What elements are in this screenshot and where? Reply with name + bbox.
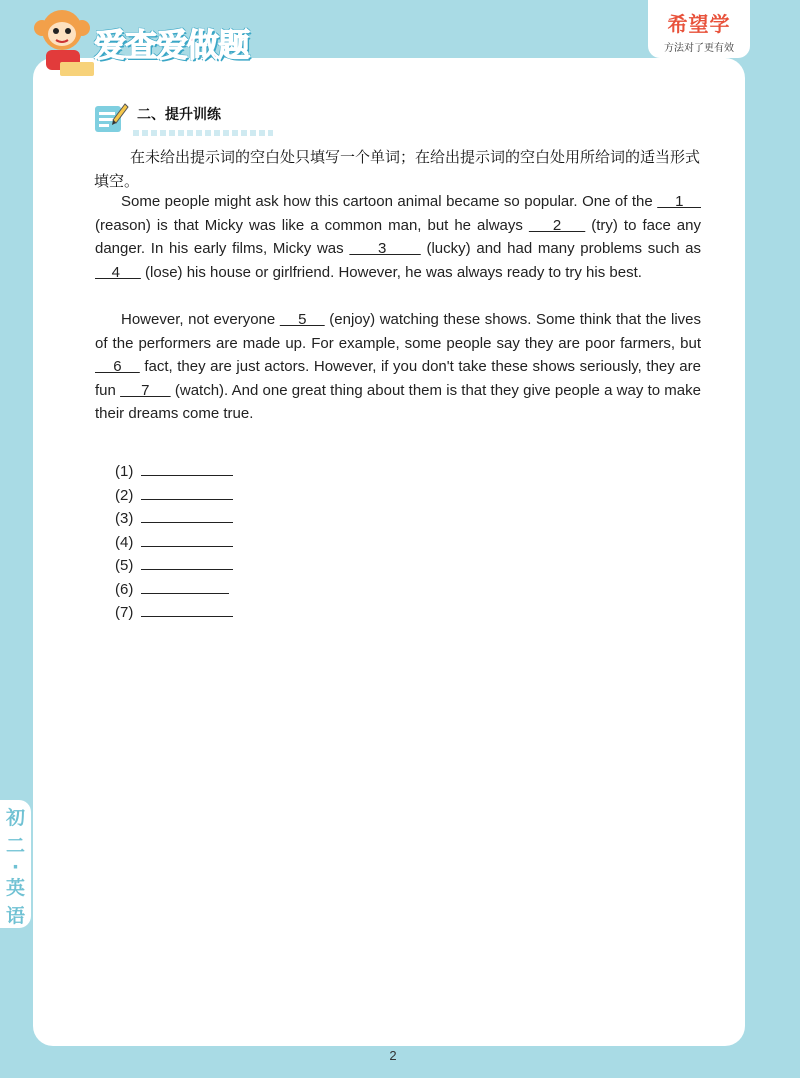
answer-line[interactable] [141, 579, 229, 594]
passage-text: Some people might ask how this cartoon animal became so popular. One of the [121, 193, 658, 210]
pencil-notebook-icon [93, 100, 129, 134]
instruction-text: 在未给出提示词的空白处只填写一个单词；在给出提示词的空白处用所给词的适当形式填空。 [94, 148, 701, 190]
answer-row-5 [115, 554, 233, 578]
passage-text: fact, they are just actors. However, if you don't take these shows seriously, they are fun [95, 358, 701, 399]
side-tab-char: 英 [5, 877, 25, 899]
blank-5: 5 [279, 311, 325, 328]
answer-line[interactable] [141, 532, 233, 547]
side-tab-char: 语 [5, 905, 25, 927]
section-title: 二、提升训练 [137, 107, 221, 123]
brand-slogan: 方法对了更有效 [664, 43, 734, 54]
brand-logo [648, 0, 750, 58]
answer-number: (1) [115, 463, 134, 480]
passage-text: (try) to face any danger. In his early films, Micky was [95, 216, 701, 257]
side-tab-grade-subject [0, 800, 31, 928]
answer-row-4 [115, 531, 233, 555]
answer-row-3 [115, 507, 233, 531]
brand-name: 希望学 [667, 12, 731, 36]
passage-text: (reason) is that Micky was like a common man, but he always [95, 216, 529, 234]
side-tab-char: · [11, 856, 20, 878]
answer-number: (2) [115, 486, 134, 504]
blank-2: 2 [528, 216, 586, 234]
side-tab-char: 初 [5, 807, 25, 829]
blank-4: 4 [95, 263, 141, 281]
passage-text: (enjoy) watching these shows. Some think that the lives of the performers are made up. For example, some people say they are poor farmers, but [95, 311, 702, 352]
passage-paragraph-1 [95, 190, 701, 284]
answer-line[interactable] [141, 602, 233, 617]
answer-number: (6) [115, 580, 134, 598]
answer-row-1 [115, 460, 233, 484]
answer-row-6 [115, 578, 233, 602]
passage-paragraph-2 [95, 308, 701, 426]
answer-list [115, 460, 233, 625]
answer-line[interactable] [141, 555, 233, 570]
answer-number: (5) [115, 557, 134, 574]
answer-number: (7) [115, 604, 134, 621]
side-tab-char: 二 [5, 835, 25, 857]
answer-row-2 [115, 484, 233, 508]
answer-row-7 [115, 601, 233, 625]
passage-text: However, not everyone [121, 311, 280, 328]
blank-7: 7 [120, 381, 171, 399]
blank-1: 1 [657, 193, 701, 210]
blank-6: 6 [95, 358, 140, 375]
section-underline [133, 130, 273, 136]
answer-number: (3) [115, 510, 134, 527]
blank-3: 3 [349, 240, 421, 257]
passage-text: (lucky) and had many problems such as [420, 240, 701, 257]
header-logo [30, 6, 300, 78]
answer-line[interactable] [141, 485, 233, 500]
passage-text: (watch). And one great thing about them is that they give people a way to make their dreams come true. [95, 381, 701, 422]
header-title: 爱查爱做题 [94, 26, 250, 64]
monkey-mascot-icon [30, 6, 100, 78]
section-heading [93, 100, 293, 134]
answer-line[interactable] [141, 508, 233, 523]
page-number: 2 [389, 1048, 397, 1063]
answer-number: (4) [115, 533, 134, 551]
passage-text: (lose) his house or girlfriend. However, he was always ready to try his best. [140, 263, 642, 281]
answer-line[interactable] [141, 461, 233, 476]
